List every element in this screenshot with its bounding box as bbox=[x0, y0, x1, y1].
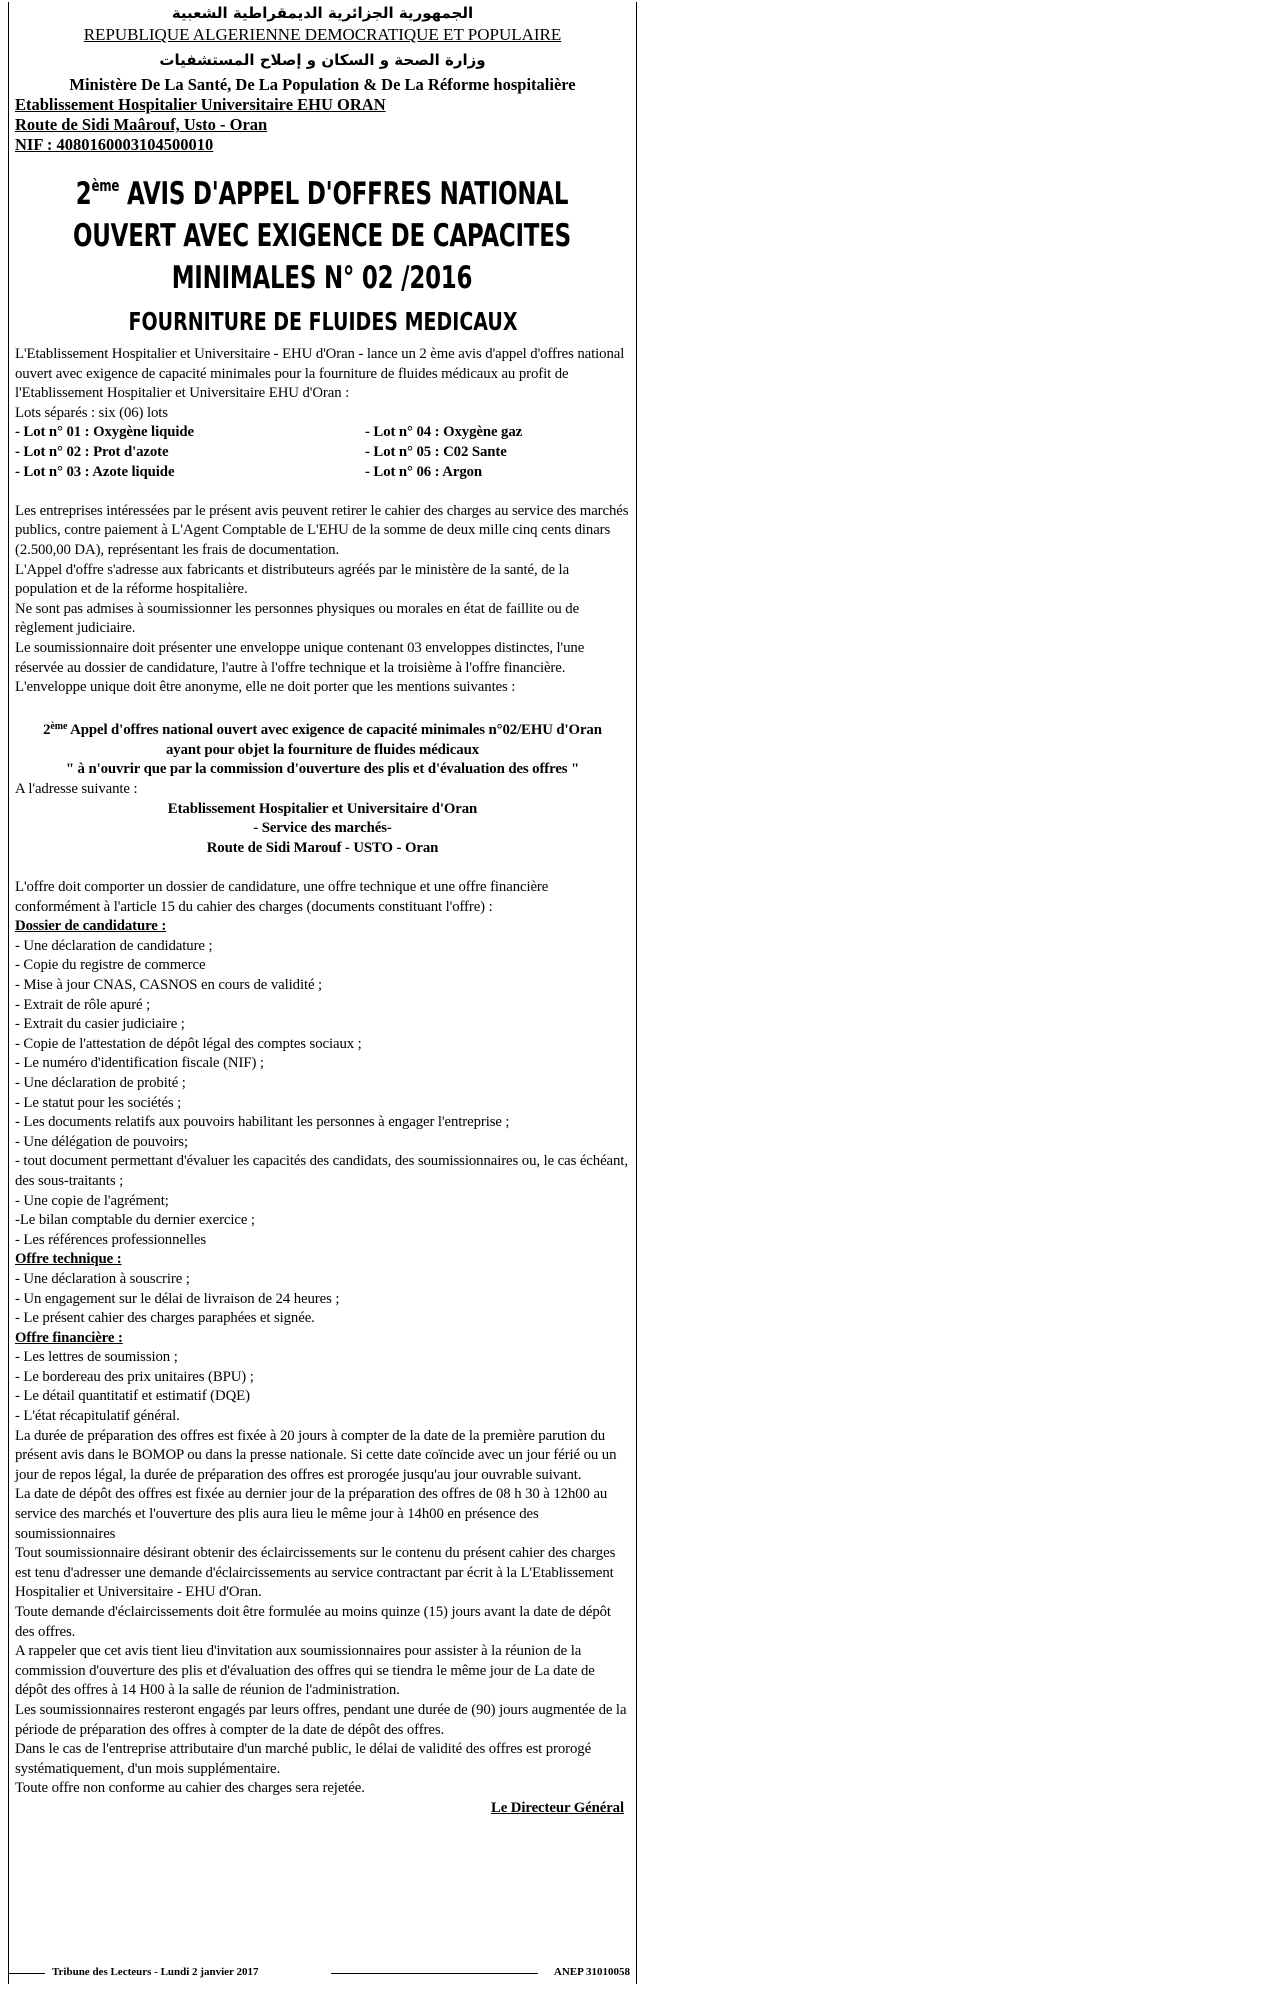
lot-item: - Lot n° 02 : Prot d'azote bbox=[15, 443, 169, 460]
title-ordinal-number: 2 bbox=[75, 176, 92, 212]
lot-item: - Lot n° 01 : Oxygène liquide bbox=[15, 424, 194, 441]
paragraph: Dans le cas de l'entreprise attributaire d'un marché public, le délai de validité des offres est prorogé systématiquement, d'un mois supplémentaire. bbox=[15, 1741, 592, 1777]
header-establishment: Etablissement Hospitalier Universitaire EHU ORAN bbox=[15, 95, 386, 114]
list-item: -Le bilan comptable du dernier exercice ; bbox=[15, 1212, 255, 1229]
lots-intro: Lots séparés : six (06) lots bbox=[15, 404, 168, 421]
paragraph: Les entreprises intéressées par le présent avis peuvent retirer le cahier des charges au service des marchés publics, contre paiement à L'Agent Comptable de L'EHU de la somme de deux mille cinq cents dinars (2.500,00 DA), représentant les frais de documentation. bbox=[15, 502, 629, 558]
notice-ordinal-sup: ème bbox=[50, 721, 68, 733]
header-republic: REPUBLIQUE ALGERIENNE DEMOCRATIQUE ET POPULAIRE bbox=[83, 25, 562, 44]
footer-rule bbox=[331, 1973, 538, 1974]
lot-item: - Lot n° 06 : Argon bbox=[365, 463, 483, 480]
paragraph: Toute offre non conforme au cahier des charges sera rejetée. bbox=[15, 1780, 365, 1797]
address-intro: A l'adresse suivante : bbox=[15, 781, 138, 798]
lot-item: - Lot n° 05 : C02 Sante bbox=[365, 443, 507, 460]
paragraph: Le soumissionnaire doit présenter une enveloppe unique contenant 03 enveloppes distinctes, l'une réservée au dossier de candidature, l'autre à l'offre technique et la troisième à l'offre financière. L'enveloppe unique doit être anonyme, elle ne doit porter que les mentions suivantes : bbox=[15, 639, 585, 696]
notice-frame bbox=[8, 2, 637, 1984]
lot-item: - Lot n° 03 : Azote liquide bbox=[15, 463, 175, 480]
footer-publication: Tribune des Lecteurs - Lundi 2 janvier 2017 bbox=[52, 1966, 259, 1978]
list-item: - Le statut pour les sociétés ; bbox=[15, 1094, 182, 1111]
list-item: - Les lettres de soumission ; bbox=[15, 1349, 178, 1366]
paragraph: A rappeler que cet avis tient lieu d'invitation aux soumissionnaires pour assister à la réunion de la commission d'ouverture des plis et d'évaluation des offres qui se tiendra le même jour de La date de dépôt des offres à 14 H00 à la salle de réunion de l'administration. bbox=[15, 1643, 595, 1699]
signature: Le Directeur Général bbox=[490, 1799, 624, 1816]
title-ordinal-sup: ème bbox=[91, 176, 120, 195]
technique-list bbox=[15, 1270, 630, 1329]
offer-intro: L'offre doit comporter un dossier de candidature, une offre technique et une offre financière conformément à l'article 15 du cahier des charges (documents constituant l'offre) : bbox=[15, 879, 549, 915]
list-item: - Extrait de rôle apuré ; bbox=[15, 996, 151, 1013]
lot-item: - Lot n° 04 : Oxygène gaz bbox=[365, 424, 523, 441]
paragraph: L'Appel d'offre s'adresse aux fabricants et distributeurs agréés par le ministère de la santé, de la population et de la réforme hospitalière. bbox=[15, 561, 570, 598]
notice-ordinal-number: 2 bbox=[43, 722, 51, 739]
notice-body bbox=[15, 345, 630, 1819]
lots-list bbox=[15, 423, 630, 482]
list-item: - Le numéro d'identification fiscale (NIF) ; bbox=[15, 1055, 264, 1072]
list-item: - Un engagement sur le délai de livraison de 24 heures ; bbox=[15, 1290, 340, 1307]
notice-line2: " à n'ouvrir que par la commission d'ouverture des plis et d'évaluation des offres " bbox=[65, 761, 580, 778]
address-block bbox=[15, 800, 630, 859]
paragraph: La date de dépôt des offres est fixée au dernier jour de la préparation des offres de 08 h 30 à 12h00 au service des marchés et l'ouverture des plis aura lieu le même jour à 14h00 en présence des soumissionnaires bbox=[15, 1486, 608, 1542]
list-item: - Une déclaration à souscrire ; bbox=[15, 1270, 190, 1287]
notice-title bbox=[15, 165, 629, 299]
title-line2: OUVERT AVEC EXIGENCE DE CAPACITES bbox=[73, 218, 571, 254]
envelope-notice bbox=[15, 717, 630, 780]
technique-heading: Offre technique : bbox=[15, 1251, 122, 1268]
address-line: Route de Sidi Marouf - USTO - Oran bbox=[206, 839, 439, 856]
address-line: Etablissement Hospitalier et Universitaire d'Oran bbox=[167, 800, 478, 817]
list-item: - tout document permettant d'évaluer les capacités des candidats, des soumissionnaires ou, le cas échéant, des sous-traitants ; bbox=[15, 1153, 628, 1189]
list-item: - Le détail quantitatif et estimatif (DQE) bbox=[15, 1388, 250, 1405]
notice-subtitle: FOURNITURE DE FLUIDES MEDICAUX bbox=[128, 307, 518, 336]
header-arabic-ministry: وزارة الصحة و السكان و إصلاح المستشفيات bbox=[159, 51, 486, 69]
title-line3: MINIMALES N° 02 /2016 bbox=[171, 260, 473, 296]
header-address: Route de Sidi Maârouf, Usto - Oran bbox=[15, 115, 268, 134]
paragraph: Ne sont pas admises à soumissionner les personnes physiques ou morales en état de faillite ou de règlement judiciaire. bbox=[15, 600, 580, 637]
list-item: - Les documents relatifs aux pouvoirs habilitant les personnes à engager l'entreprise ; bbox=[15, 1114, 510, 1131]
footer-left-rule bbox=[9, 1973, 45, 1974]
header-nif: NIF : 408016000310450001​0 bbox=[15, 135, 214, 154]
intro-paragraph: L'Etablissement Hospitalier et Universitaire - EHU d'Oran - lance un 2 ème avis d'appel d'offres national ouvert avec exigence de capacité minimales pour la fourniture de fluides médicaux au profit de l'Etablissement Hospitalier et Universitaire EHU d'Oran : bbox=[15, 346, 625, 402]
dossier-heading: Dossier de candidature : bbox=[15, 918, 167, 935]
dossier-list bbox=[15, 937, 630, 1251]
financiere-heading: Offre financière : bbox=[15, 1329, 123, 1346]
header-arabic-republic: الجمهورية الجزائرية الديمقراطية الشعبية bbox=[171, 4, 474, 22]
title-line1: AVIS D'APPEL D'OFFRES NATIONAL bbox=[119, 176, 569, 212]
paragraph: Tout soumissionnaire désirant obtenir des éclaircissements sur le contenu du présent cahier des charges est tenu d'adresser une demande d'éclaircissements au service contractant par écrit à la L'Etablissement Hospitalier et Universitaire - EHU d'Oran. bbox=[15, 1545, 616, 1601]
list-item: - Les références professionnelles bbox=[15, 1231, 207, 1248]
list-item: - Une déclaration de probité ; bbox=[15, 1074, 186, 1091]
notice-line1: Appel d'offres national ouvert avec exigence de capacité minimales n°02/EHU d'Oran ayant pour objet la fourniture de fluides médicaux bbox=[67, 722, 602, 758]
list-item: - Extrait du casier judiciaire ; bbox=[15, 1016, 185, 1033]
list-item: - Le présent cahier des charges paraphées et signée. bbox=[15, 1310, 315, 1327]
address-line: - Service des marchés- bbox=[253, 820, 392, 837]
list-item: - Copie de l'attestation de dépôt légal des comptes sociaux ; bbox=[15, 1035, 362, 1052]
page-footer bbox=[9, 1962, 636, 1982]
paragraph: Toute demande d'éclaircissements doit être formulée au moins quinze (15) jours avant la date de dépôt des offres. bbox=[15, 1604, 611, 1640]
header-ministry: Ministère De La Santé, De La Population & De La Réforme hospitalière bbox=[69, 75, 576, 94]
list-item: - Le bordereau des prix unitaires (BPU) ; bbox=[15, 1368, 254, 1385]
paragraph: La durée de préparation des offres est fixée à 20 jours à compter de la date de la première parution du présent avis dans le BOMOP ou dans la presse nationale. Si cette date coïncide avec un jour férié ou un jour de repos légal, la durée de préparation des offres est prorogée jusqu'au jour ouvrable suivant. bbox=[15, 1427, 617, 1483]
list-item: - L'état récapitulatif général. bbox=[15, 1408, 180, 1425]
notice-content bbox=[15, 2, 630, 1819]
list-item: - Mise à jour CNAS, CASNOS en cours de validité ; bbox=[15, 977, 323, 993]
financiere-list bbox=[15, 1348, 630, 1426]
list-item: - Une déclaration de candidature ; bbox=[15, 937, 213, 954]
list-item: - Une délégation de pouvoirs; bbox=[15, 1133, 188, 1150]
paragraph: Les soumissionnaires resteront engagés par leurs offres, pendant une durée de (90) jours augmentée de la période de préparation des offres à compter de la date de dépôt des offres. bbox=[15, 1701, 627, 1738]
list-item: - Copie du registre de commerce bbox=[15, 957, 206, 974]
footer-reference: ANEP 31010058 bbox=[553, 1966, 630, 1978]
list-item: - Une copie de l'agrément; bbox=[15, 1192, 169, 1209]
